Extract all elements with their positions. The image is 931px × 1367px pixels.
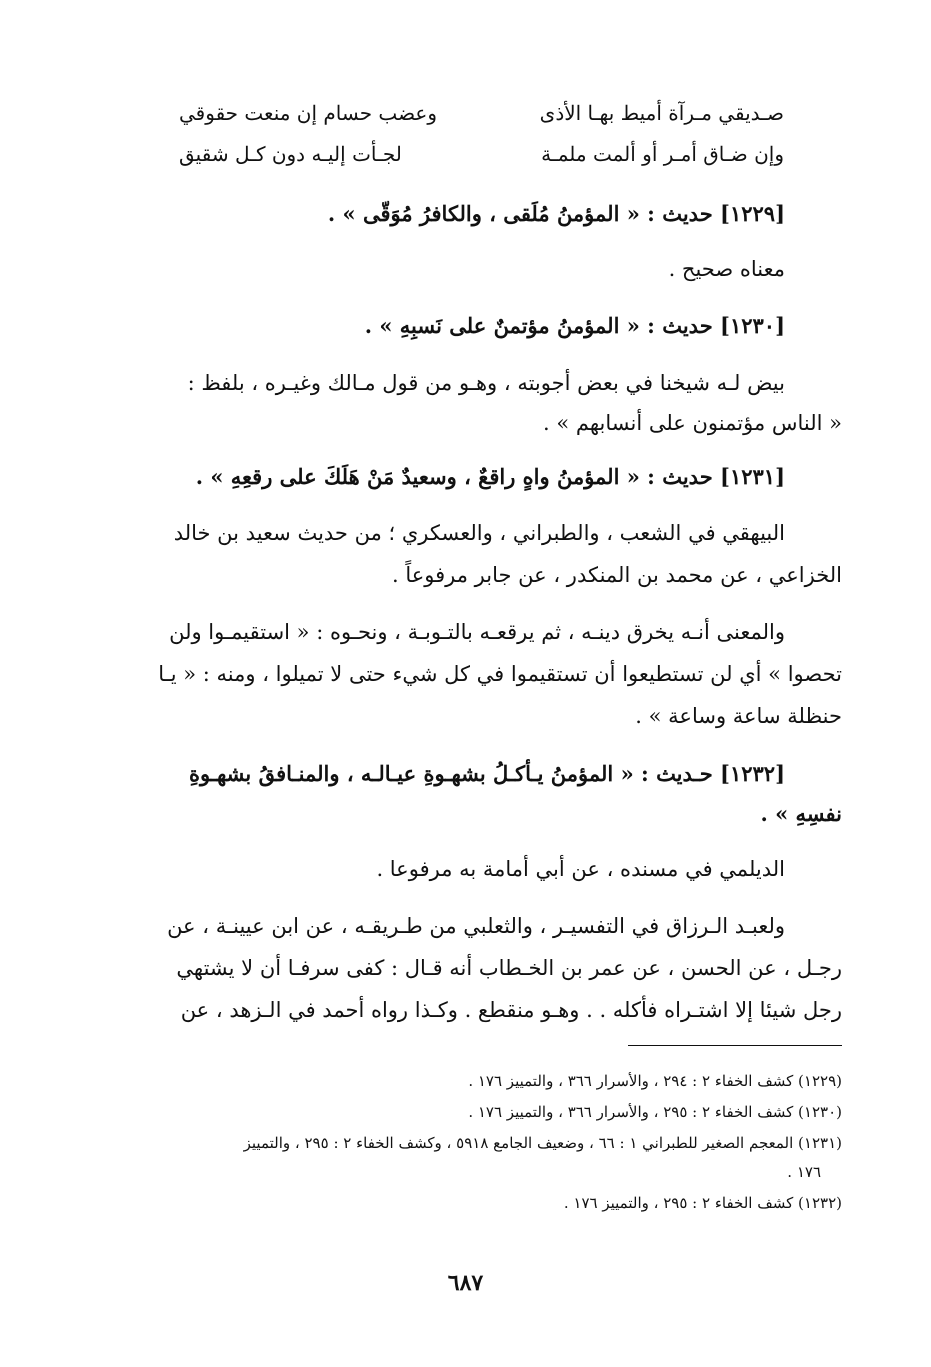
text-line: بيض لـه شيخنا في بعض أجوبته ، وهـو من قول مـالك وغيـره ، بلفظ : <box>187 371 785 395</box>
footnote: (١٢٣٠) كشف الخفاء ٢ : ٢٩٥ ، والأسرار ٣٦٦ ، والتمييز ١٧٦ . <box>468 1103 842 1121</box>
text-line: والمعنى أنـه يخرق دينـه ، ثم يرقعـه بالتـوبـة ، ونحـوه : « استقيمـوا ولن <box>169 620 785 644</box>
text-line: الديلمي في مسنده ، عن أبي أمامة به مرفوعا . <box>376 857 785 881</box>
text-line: رجـل ، عن الحسن ، عن عمر بن الخـطاب أنه قـال : كفى سرفـا أن لا يشتهي <box>176 956 842 980</box>
poem-hemistich-second: وعضب حسام إن منعت حقوقي <box>179 101 438 125</box>
hadith-heading: [١٢٣٢] حـديث : « المؤمنُ يـأكـلُ بشهـوةِ عيـالـه ، والمنـافقُ بشهـوةِ <box>189 761 785 786</box>
text-line: تحصوا » أي لن تستطيعوا أن تستقيموا في كل شيء حتى لا تميلوا ، ومنه : « يـا <box>158 662 842 686</box>
text-line: الخزاعي ، عن محمد بن المنكدر ، عن جابر مرفوعاً . <box>392 563 842 587</box>
footnote: (١٢٢٩) كشف الخفاء ٢ : ٢٩٤ ، والأسرار ٣٦٦ ، والتمييز ١٧٦ . <box>468 1072 842 1090</box>
footnote-cont: ١٧٦ . <box>787 1163 821 1181</box>
hadith-heading: [١٢٢٩] حديث : « المؤمنُ مُلَقى ، والكافرُ مُوَقّى » . <box>327 201 785 226</box>
footnote: (١٢٣٢) كشف الخفاء ٢ : ٢٩٥ ، والتمييز ١٧٦ . <box>563 1194 842 1212</box>
text-line: حنظلة ساعة وساعة » . <box>635 704 842 728</box>
hadith-heading-cont: نفسِهِ » . <box>760 801 842 826</box>
poem-verse <box>179 101 784 131</box>
text-line: « الناس مؤتمنون على أنسابهم » . <box>542 411 842 435</box>
hadith-heading: [١٢٣٠] حديث : « المؤمنُ مؤتمنٌ على نَسبِهِ » . <box>364 313 785 338</box>
poem-hemistich-first: وإن ضـاق أمـر أو ألمت ملمـة <box>541 142 784 166</box>
poem-verse <box>179 142 784 172</box>
text-line: رجل شيئا إلا اشتـراه فأكله . . وهـو منقطع . وكـذا رواه أحمد في الـزهد ، عن <box>180 998 842 1022</box>
poem-hemistich-second: لجـأت إليـه دون كـل شقيق <box>179 142 402 166</box>
poem-hemistich-first: صـديقي مـرآة أميط بهـا الأذى <box>539 101 784 125</box>
main-text <box>118 0 842 1040</box>
text-line: معناه صحيح . <box>668 257 785 281</box>
text-line: البيهقي في الشعب ، والطبراني ، والعسكري ؛ من حديث سعيد بن خالد <box>173 521 785 545</box>
hadith-heading: [١٢٣١] حديث : « المؤمنُ واهٍ راقعٌ ، وسعيدٌ مَنْ هَلَكَ على رقعِهِ » . <box>195 464 785 489</box>
footnote: (١٢٣١) المعجم الصغير للطبراني ١ : ٦٦ ، وضعيف الجامع ٥٩١٨ ، وكشف الخفاء ٢ : ٢٩٥ ، والتمييز <box>243 1134 842 1152</box>
text-line: ولعبـد الـرزاق في التفسيـر ، والثعلبي من طـريقـه ، عن ابن عيينـة ، عن <box>167 914 785 938</box>
footnote-separator <box>628 1045 842 1046</box>
page-number: ٦٨٧ <box>447 1270 484 1296</box>
